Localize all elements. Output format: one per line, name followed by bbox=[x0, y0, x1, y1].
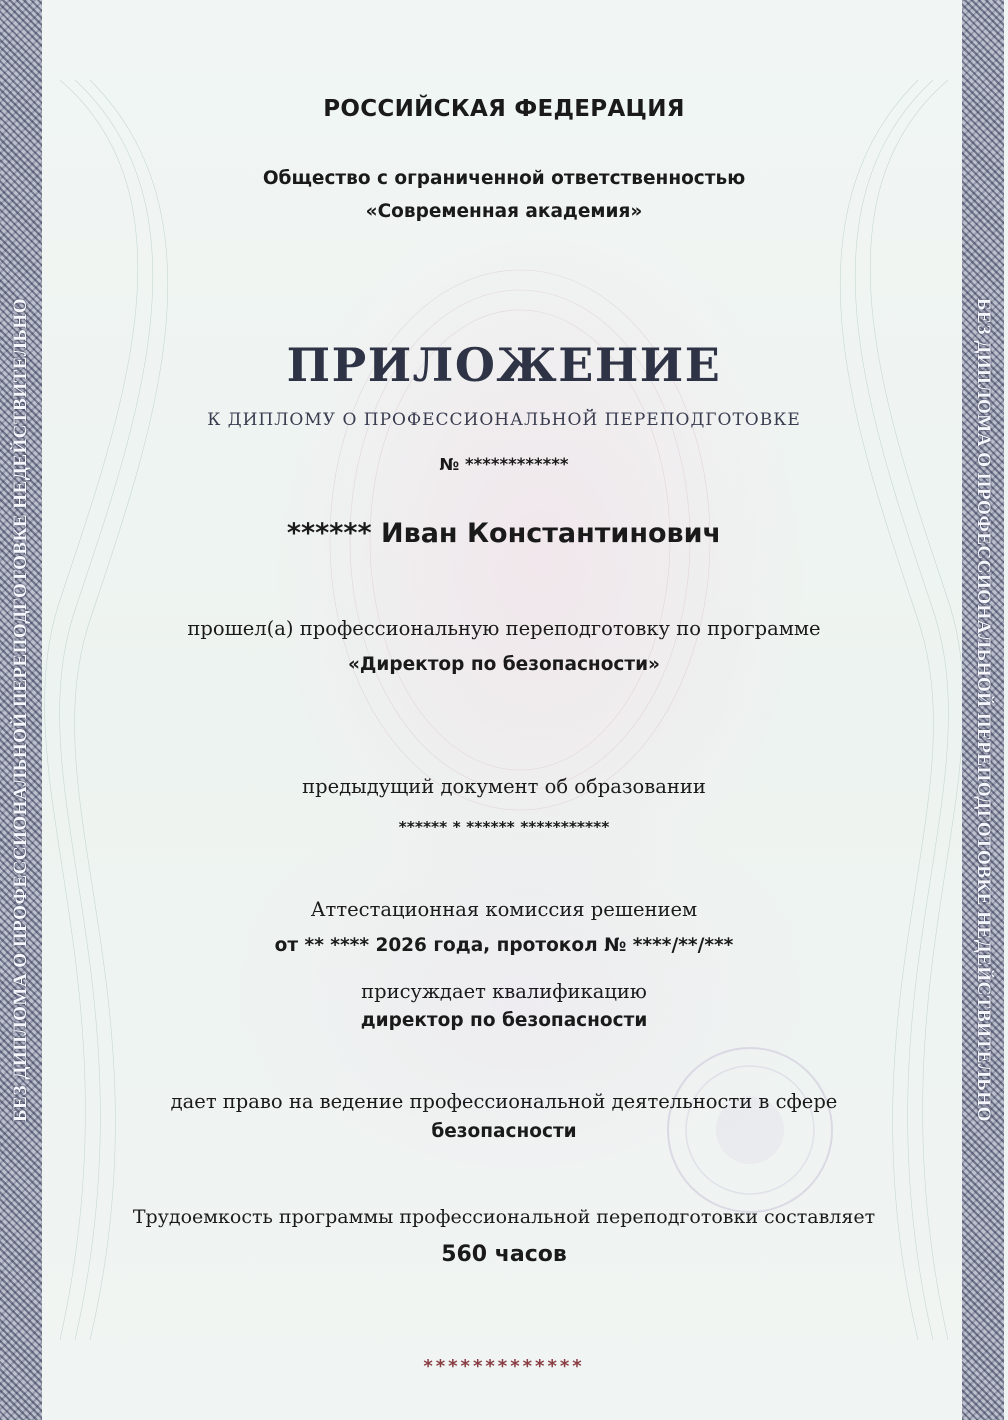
organization-name bbox=[60, 162, 948, 228]
commission-text: Аттестационная комиссия решением bbox=[310, 898, 698, 921]
right-border-text: БЕЗ ДИПЛОМА О ПРОФЕССИОНАЛЬНОЙ ПЕРЕПОДГОТОВКЕ НЕДЕЙСТВИТЕЛЬНО bbox=[973, 298, 994, 1122]
activity-sphere: безопасности bbox=[431, 1121, 577, 1142]
organization-type: Общество с ограниченной ответственностью bbox=[262, 168, 746, 189]
right-text: дает право на ведение профессиональной деятельности в сфере bbox=[170, 1090, 838, 1113]
holder-name: ****** Иван Константинович bbox=[286, 518, 722, 549]
organization-title: «Современная академия» bbox=[365, 201, 643, 222]
document-title: ПРИЛОЖЕНИЕ bbox=[286, 338, 722, 392]
qualification-name: директор по безопасности bbox=[360, 1010, 648, 1031]
document-number: № ************ bbox=[439, 455, 569, 474]
program-name: «Директор по безопасности» bbox=[347, 654, 661, 675]
decision-details: от ** **** 2026 года, протокол № ****/**/*** bbox=[274, 935, 734, 956]
program-hours: 560 часов bbox=[441, 1242, 567, 1267]
document-subtitle: К ДИПЛОМУ О ПРОФЕССИОНАЛЬНОЙ ПЕРЕПОДГОТОВКЕ bbox=[207, 410, 801, 430]
labor-intensity-text: Трудоемкость программы профессиональной переподготовки составляет bbox=[132, 1206, 876, 1228]
previous-document-value: ****** * ****** *********** bbox=[398, 818, 610, 836]
left-border-text: БЕЗ ДИПЛОМА О ПРОФЕССИОНАЛЬНОЙ ПЕРЕПОДГОТОВКЕ НЕДЕЙСТВИТЕЛЬНО bbox=[10, 298, 31, 1122]
country-heading: РОССИЙСКАЯ ФЕДЕРАЦИЯ bbox=[323, 96, 685, 122]
previous-document-label: предыдущий документ об образовании bbox=[302, 775, 706, 798]
footer-serial-stars: ************* bbox=[423, 1356, 585, 1377]
awards-text: присуждает квалификацию bbox=[361, 980, 647, 1003]
passed-text: прошел(а) профессиональную переподготовку по программе bbox=[187, 617, 821, 640]
